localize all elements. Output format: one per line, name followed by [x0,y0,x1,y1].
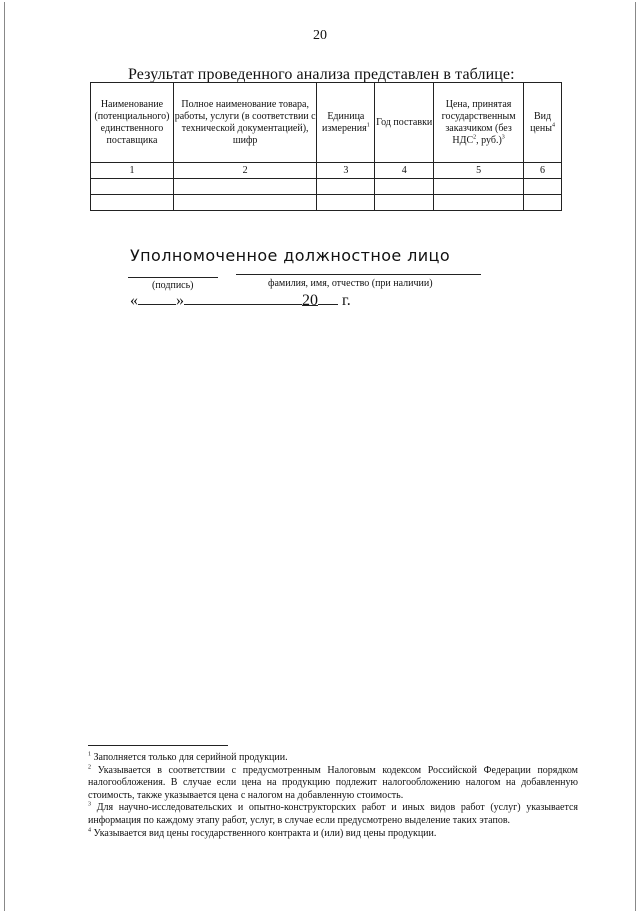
column-number: 3 [317,163,375,179]
date-line [130,291,351,310]
date-year-suffix: г. [342,292,351,309]
date-month-blank[interactable] [184,291,302,305]
date-day-blank[interactable] [138,291,176,305]
footnote: $^1$ Заполняется только для серийной продукции. [88,751,288,763]
date-open-quote: « [130,292,138,309]
header-unit: Единица измерения$^1$ [317,83,375,163]
column-number: 4 [375,163,434,179]
table-cell[interactable] [375,195,434,211]
signature-caption: (подпись) [152,280,194,291]
table-row [91,195,562,211]
analysis-table [90,82,562,211]
header-price: Цена, принятая государственным заказчиком (без НДС$^2$, руб.)$^3$ [434,83,524,163]
header-delivery-year: Год поставки [375,83,434,163]
column-number: 2 [173,163,316,179]
footnote-divider [88,745,228,746]
footnote: $^4$ Указывается вид цены государственного контракта и (или) вид цены продукции. [88,827,437,839]
name-line[interactable] [236,274,481,275]
date-year-blank[interactable] [318,291,338,305]
footnote: $^2$ Указывается в соответствии с предусмотренным Налоговым кодексом Российской Федерации порядком налогообложения. В случае если цена на продукцию подлежит налогообложению налогом на добавленную стоимость, также указывается цена с налогом на добавленную стоимость. [88,764,578,801]
table-cell[interactable] [375,179,434,195]
table-header-row [91,83,562,163]
table-cell[interactable] [524,195,562,211]
table-cell[interactable] [317,179,375,195]
official-title: Уполномоченное должностное лицо [130,246,451,265]
intro-text: Результат проведенного анализа представлен в таблице: [128,66,515,83]
table-cell[interactable] [434,179,524,195]
table-cell[interactable] [91,195,174,211]
table-cell[interactable] [524,179,562,195]
table-row [91,179,562,195]
column-number: 6 [524,163,562,179]
date-close-quote: » [176,292,184,309]
column-number: 5 [434,163,524,179]
header-price-type: Вид цены$^4$ [524,83,562,163]
footnote: $^3$ Для научно-исследовательских и опытно-конструкторских работ и иных видов работ (услуг) указывается информация по каждому этапу работ, услуг, в случае если предусмотрено выделение таких этапов. [88,802,579,826]
table-cell[interactable] [434,195,524,211]
table-number-row [91,163,562,179]
column-number: 1 [91,163,174,179]
table-cell[interactable] [173,179,316,195]
page-number: 20 [313,28,327,43]
date-year-prefix: 20 [302,292,318,309]
table-cell[interactable] [91,179,174,195]
name-caption: фамилия, имя, отчество (при наличии) [268,278,433,289]
table-cell[interactable] [173,195,316,211]
header-product-name: Полное наименование товара, работы, услуги (в соответствии с технической документацией), шифр [173,83,316,163]
footnotes [88,752,578,840]
signature-line[interactable] [128,277,218,278]
table-cell[interactable] [317,195,375,211]
header-supplier: Наименование (потенциального) единственного поставщика [91,83,174,163]
